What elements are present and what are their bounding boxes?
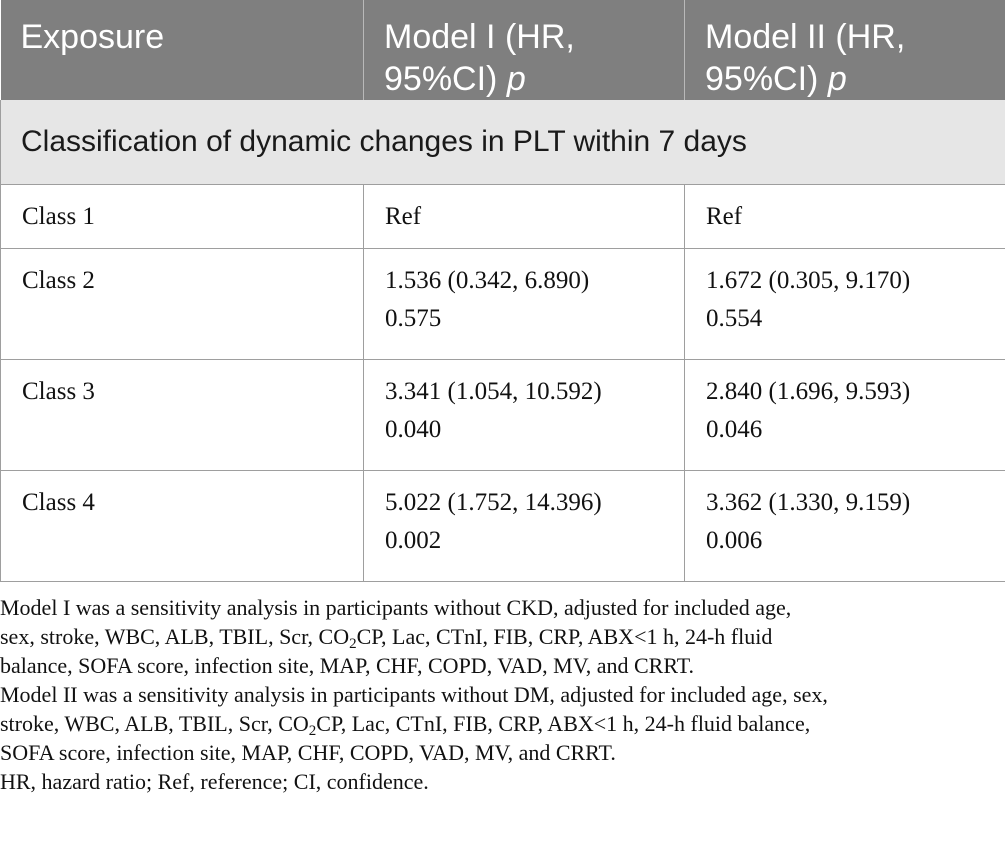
header-model-2-p: p — [827, 60, 847, 98]
model-1-p: 0.040 — [385, 415, 442, 443]
table-row — [1, 359, 1005, 470]
section-row — [1, 100, 1005, 184]
model-2-cell — [685, 470, 1005, 581]
model-1-cell — [364, 248, 685, 359]
model-1-cell — [364, 184, 685, 248]
footnote-abbreviations-text: HR, hazard ratio; Ref, reference; CI, confidence. — [0, 769, 429, 794]
model-2-hr: 2.840 (1.696, 9.593) — [706, 377, 911, 405]
exposure-cell: Class 3 — [1, 359, 364, 470]
model-2-hr: Ref — [706, 202, 743, 230]
exposure-cell: Class 2 — [1, 248, 364, 359]
co2-subscript: 2 — [349, 636, 357, 652]
model-2-cell — [685, 248, 1005, 359]
exposure-cell: Class 4 — [1, 470, 364, 581]
footnote-model-2-line3: SOFA score, infection site, MAP, CHF, COPD, VAD, MV, and CRRT. — [0, 740, 616, 765]
model-2-p: 0.046 — [706, 415, 763, 443]
footnote-model-2-line2 — [0, 711, 811, 739]
co2-subscript: 2 — [308, 723, 317, 739]
footnote-model-1-line2-post: CP, Lac, CTnI, FIB, CRP, ABX<1 h, 24-h fluid — [356, 624, 773, 649]
model-1-hr: 5.022 (1.752, 14.396) — [385, 488, 602, 516]
model-2-cell — [685, 359, 1005, 470]
model-1-cell — [364, 470, 685, 581]
footnote-model-1-line3: balance, SOFA score, infection site, MAP, CHF, COPD, VAD, MV, and CRRT. — [0, 653, 695, 678]
header-model-2-line2: 95%CI) — [705, 60, 828, 98]
section-title: Classification of dynamic changes in PLT within 7 days — [1, 100, 1005, 184]
header-model-1 — [364, 0, 685, 100]
footnote-model-2-line1: Model II was a sensitivity analysis in participants without DM, adjusted for included age, sex, — [0, 682, 828, 707]
table-row — [1, 470, 1005, 581]
model-1-hr: 1.536 (0.342, 6.890) — [385, 266, 590, 294]
section-body — [1, 100, 1005, 184]
model-2-cell — [685, 184, 1005, 248]
footnote-model-1 — [0, 593, 1005, 680]
footnote-model-1-line1: Model I was a sensitivity analysis in participants without CKD, adjusted for included age, — [0, 595, 792, 620]
header-exposure — [1, 0, 364, 100]
model-1-p: 0.002 — [385, 526, 442, 554]
model-1-p: 0.575 — [385, 304, 442, 332]
table-row — [1, 184, 1005, 248]
footnote-model-2-line2-post: CP, Lac, CTnI, FIB, CRP, ABX<1 h, 24-h fluid balance, — [316, 711, 811, 736]
model-2-p: 0.006 — [706, 526, 763, 554]
model-1-hr: 3.341 (1.054, 10.592) — [385, 377, 602, 405]
header-model-2 — [685, 0, 1005, 100]
header-model-1-p: p — [506, 60, 526, 98]
table-row — [1, 248, 1005, 359]
model-1-hr: Ref — [385, 202, 422, 230]
data-body — [1, 184, 1005, 581]
footnote-abbreviations — [0, 767, 1005, 796]
header-model-1-line1: Model I (HR, — [384, 18, 575, 56]
footnote-model-2-line2-pre: stroke, WBC, ALB, TBIL, Scr, CO — [0, 711, 309, 736]
footnote-model-2 — [0, 680, 1005, 767]
model-2-hr: 3.362 (1.330, 9.159) — [706, 488, 911, 516]
header-row — [1, 0, 1005, 100]
model-2-p: 0.554 — [706, 304, 763, 332]
header-model-2-line1: Model II (HR, — [705, 18, 906, 56]
model-2-hr: 1.672 (0.305, 9.170) — [706, 266, 911, 294]
model-1-cell — [364, 359, 685, 470]
footnote-model-1-line2-pre: sex, stroke, WBC, ALB, TBIL, Scr, CO — [0, 624, 350, 649]
table-header — [1, 0, 1005, 100]
header-model-1-line2: 95%CI) — [384, 60, 507, 98]
header-exposure-label: Exposure — [20, 18, 165, 56]
exposure-cell: Class 1 — [1, 184, 364, 248]
footnote-model-1-line2 — [0, 624, 773, 652]
